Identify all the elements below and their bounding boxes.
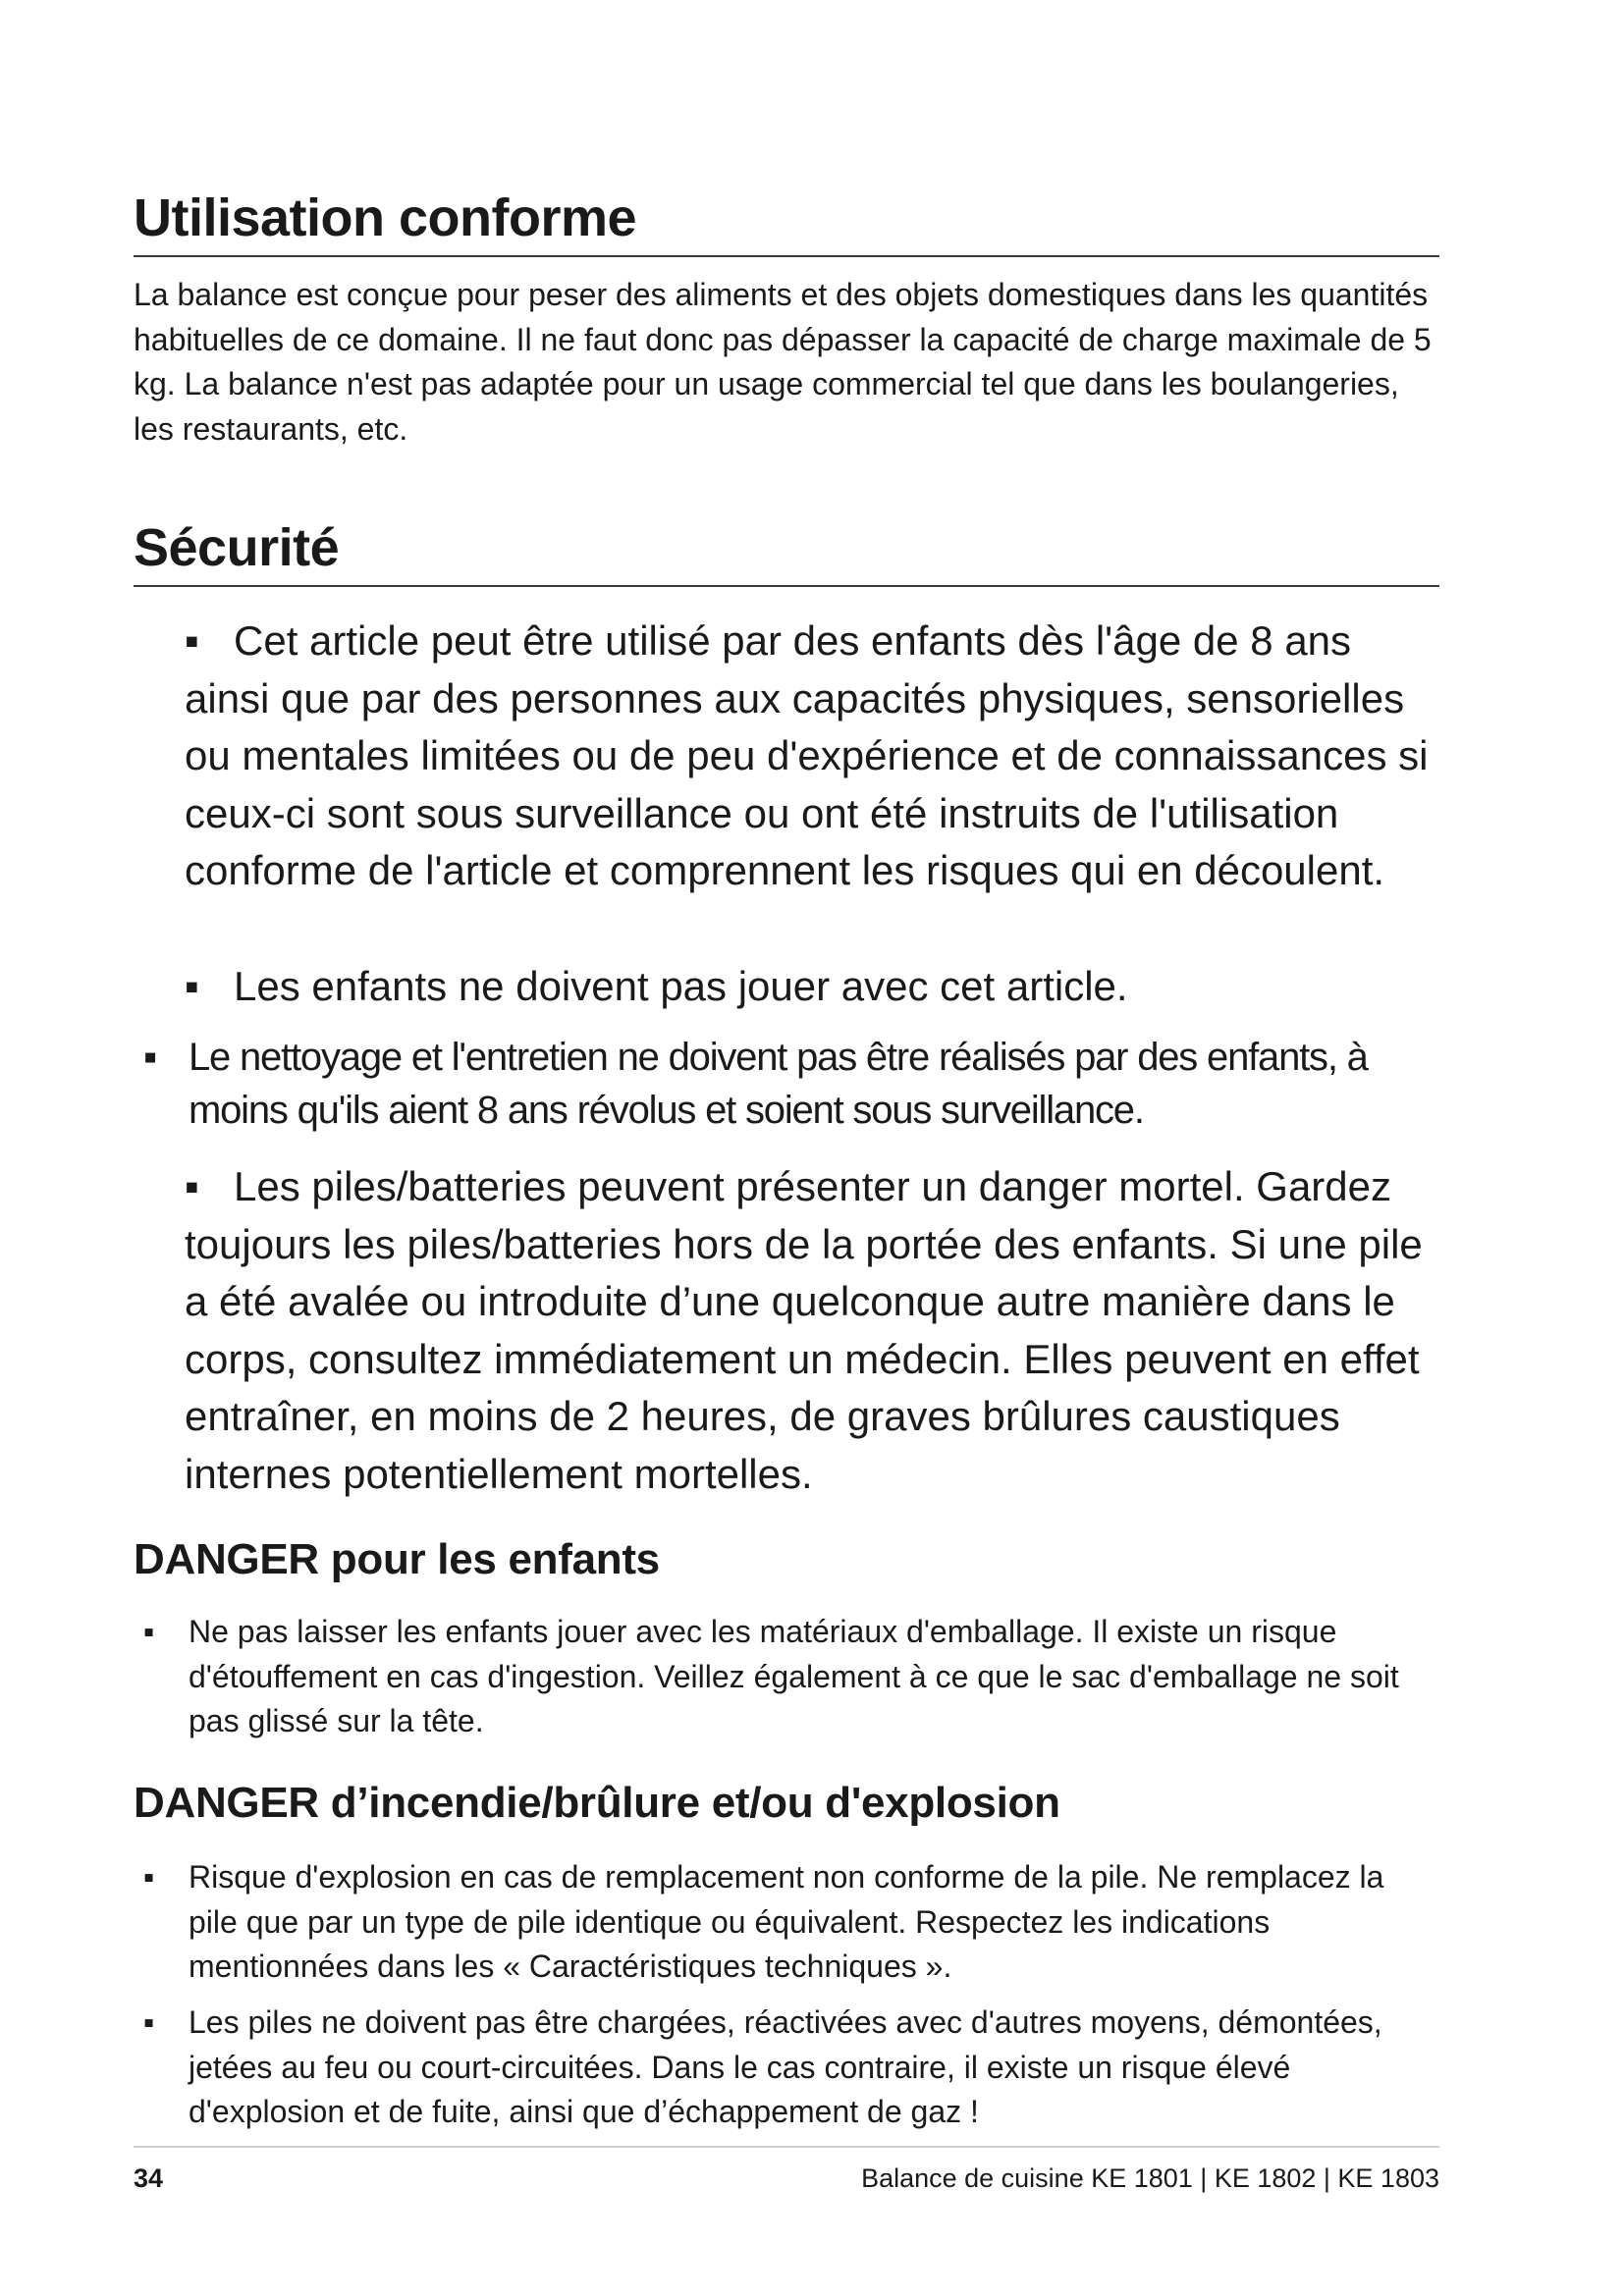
bullet-text: Risque d'explosion en cas de remplacement non conforme de la pile. Ne remplacez la pile que par un type de pile identique ou équivalent. Respectez les indications mentionnées dans les « Caractéristiques techniques ». (189, 1859, 1384, 1984)
title-underline (134, 585, 1439, 587)
danger-bullet (143, 2001, 1439, 2135)
section-title-utilisation: Utilisation conforme (134, 188, 637, 247)
section-title-danger-incendie: DANGER d’incendie/brûlure et/ou d'explosion (134, 1779, 1060, 1827)
footer-product-name: Balance de cuisine KE 1801 | KE 1802 | KE 1803 (861, 2163, 1439, 2193)
danger-bullet (143, 1610, 1439, 1744)
bullet-text: Cet article peut être utilisé par des enfants dès l'âge de 8 ans ainsi que par des personnes aux capacités physiques, sensorielles ou mentales limitées ou de peu d'expérience et de connaissances si ceux-ci sont sous surveillance ou ont été instruits de l'utilisation conforme de l'article et comprennent les risques qui en découlent. (185, 617, 1429, 893)
safety-bullet (185, 613, 1441, 900)
danger-bullet (143, 1855, 1439, 1990)
utilisation-paragraph: La balance est conçue pour peser des aliments et des objets domestiques dans les quantités habituelles de ce domaine. Il ne faut donc pas dépasser la capacité de charge maximale de 5 kg. La balance n'est pas adaptée pour un usage commercial tel que dans les boulangeries, les restaurants, etc. (134, 277, 1432, 447)
document-page (134, 0, 1439, 2296)
bullet-marker: ▪ (185, 1163, 199, 1209)
bullet-marker: ▪ (185, 617, 199, 664)
bullet-text: Ne pas laisser les enfants jouer avec les matériaux d'emballage. Il existe un risque d'étouffement en cas d'ingestion. Veillez également à ce que le sac d'emballage ne soit pas glissé sur la tête. (189, 1614, 1399, 1738)
safety-bullet (185, 958, 1441, 1016)
safety-bullet (143, 1031, 1439, 1137)
page-number: 34 (134, 2163, 164, 2193)
bullet-text: Les enfants ne doivent pas jouer avec cet article. (234, 963, 1128, 1009)
bullet-marker: ▪ (143, 1859, 155, 1895)
bullet-marker: ▪ (143, 2004, 155, 2040)
bullet-text: Les piles/batteries peuvent présenter un danger mortel. Gardez toujours les piles/batteries hors de la portée des enfants. Si une pile a été avalée ou introduite d’une quelconque autre manière dans le corps, consultez immédiatement un médecin. Elles peuvent en effet entraîner, en moins de 2 heures, de graves brûlures caustiques internes potentiellement mortelles. (185, 1163, 1423, 1497)
footer-divider (134, 2146, 1439, 2148)
section-title-danger-enfants: DANGER pour les enfants (134, 1535, 660, 1583)
bullet-marker: ▪ (143, 1036, 156, 1079)
section-title-securite: Sécurité (134, 518, 340, 577)
title-underline (134, 255, 1439, 257)
safety-bullet (185, 1158, 1441, 1503)
bullet-text: Les piles ne doivent pas être chargées, réactivées avec d'autres moyens, démontées, jetées au feu ou court-circuitées. Dans le cas contraire, il existe un risque élevé d'explosion et de fuite, ainsi que d’échappement de gaz ! (189, 2004, 1382, 2129)
bullet-marker: ▪ (185, 963, 199, 1009)
bullet-text: Le nettoyage et l'entretien ne doivent pas être réalisés par des enfants, à moins qu'ils aient 8 ans révolus et soient sous surveillance. (189, 1036, 1368, 1132)
bullet-marker: ▪ (143, 1614, 155, 1649)
